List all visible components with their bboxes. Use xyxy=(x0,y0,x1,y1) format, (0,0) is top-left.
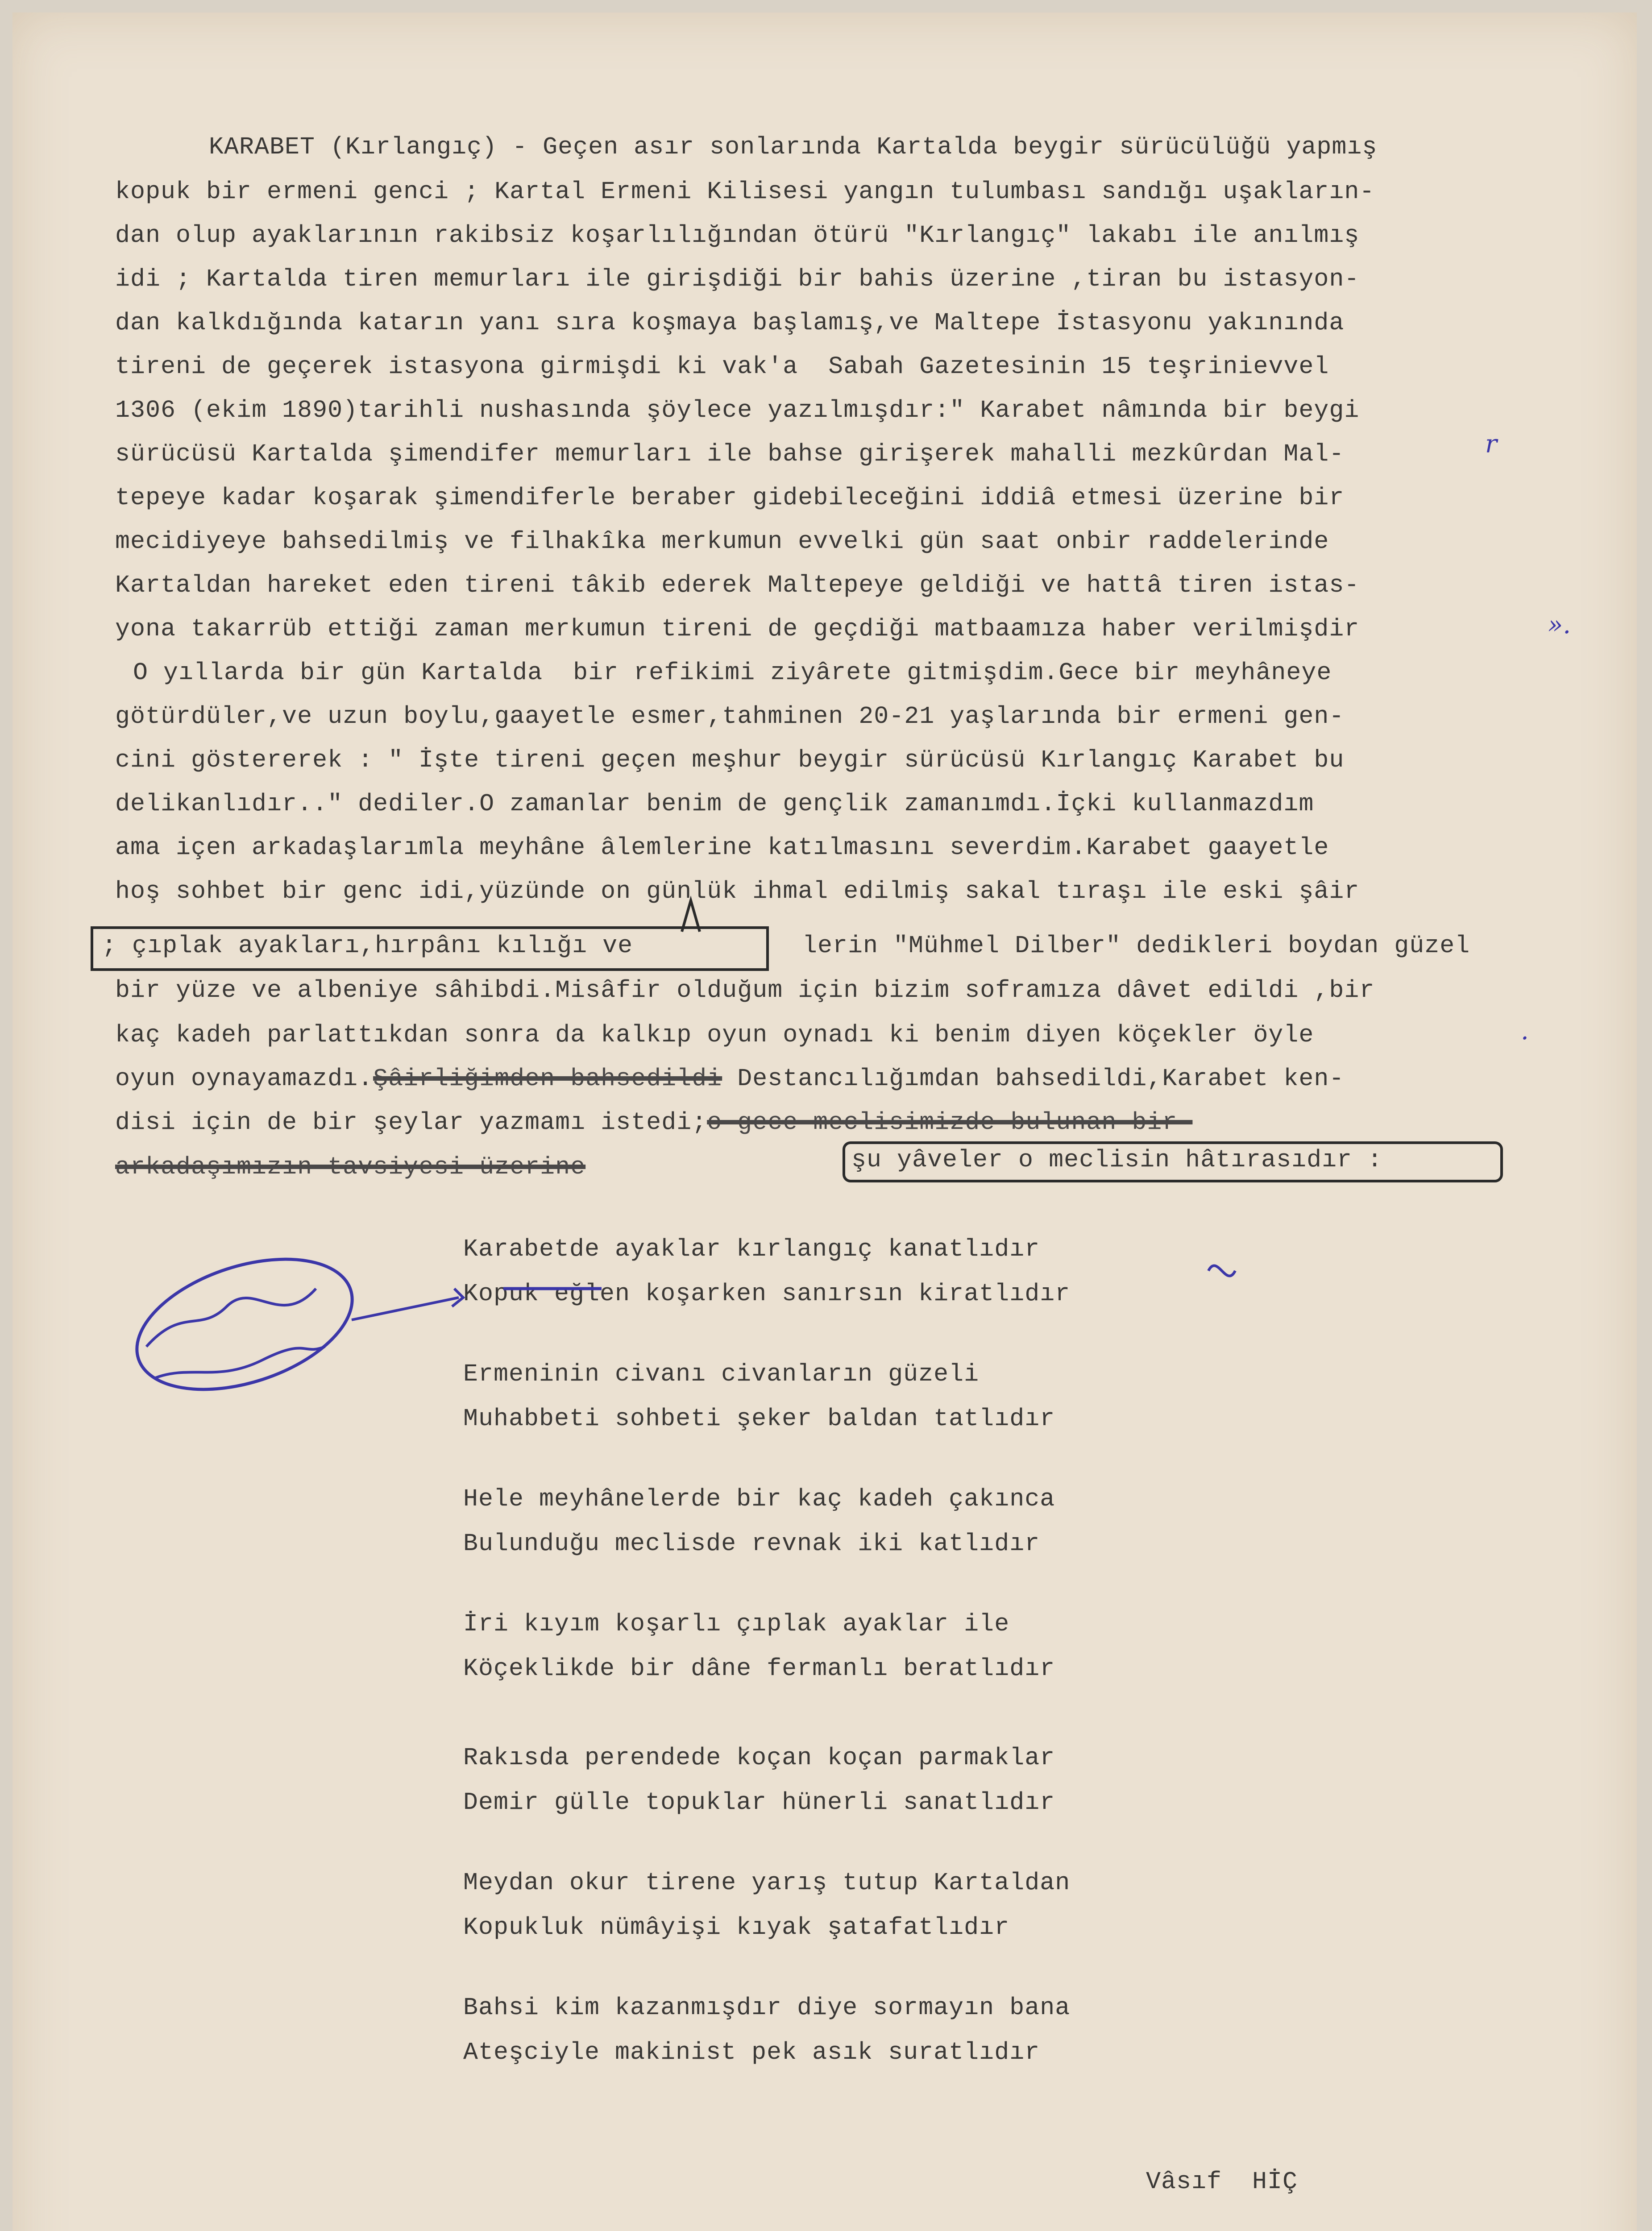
poem-line-2: Kopuk eğlen koşarken sanırsın kiratlıdır xyxy=(463,1280,1071,1308)
handwritten-correction-2: ». xyxy=(1548,610,1571,639)
text-line-19: lerin "Mühmel Dilber" dedikleri boydan güzel xyxy=(802,932,1470,960)
text-line-1: KARABET (Kırlangıç) - Geçen asır sonlarında Kartalda beygir sürücülüğü yapmış xyxy=(209,133,1378,161)
text-line-21: kaç kadeh parlattıkdan sonra da kalkıp oyun oynadı ki benim diyen köçekler öyle xyxy=(115,1021,1314,1049)
text-line-7: 1306 (ekim 1890)tarihli nushasında şöylece yazılmışdır:" Karabet nâmında bir beygi xyxy=(115,396,1360,424)
text-line-2: kopuk bir ermeni genci ; Kartal Ermeni Kilisesi yangın tulumbası sandığı uşakların- xyxy=(115,178,1375,206)
poem-line-12: Kopukluk nümâyişi kıyak şatafatlıdır xyxy=(463,1913,1010,1941)
poem-line-11: Meydan okur tirene yarış tutup Kartaldan xyxy=(463,1869,1071,1897)
text-line-14: götürdüler,ve uzun boylu,gaayetle esmer,tahminen 20-21 yaşlarında bir ermeni gen- xyxy=(115,702,1345,730)
text-line-17: ama içen arkadaşlarımla meyhâne âlemlerine katılmasını severdim.Karabet gaayetle xyxy=(115,834,1329,862)
poem-line-14: Ateşciyle makinist pek asık suratlıdır xyxy=(463,2038,1040,2066)
text-line-12: yona takarrüb ettiği zaman merkumun tireni de geçdiği matbaamıza haber verilmişdir xyxy=(115,615,1360,643)
poem-line-6: Bulunduğu meclisde revnak iki katlıdır xyxy=(463,1530,1040,1558)
boxed-insertion-text-2: şu yâveler o meclisin hâtırasıdır : xyxy=(851,1146,1383,1174)
poem-line-9: Rakısda perendede koçan koçan parmaklar xyxy=(463,1744,1055,1772)
handwritten-annotations xyxy=(12,12,1637,2231)
text-line-23: disi için de bir şeylar yazmamı istedi;o gece meclisimizde bulunan bir xyxy=(115,1108,1193,1136)
text-line-15: cini göstererek : " İşte tireni geçen meşhur beygir sürücüsü Kırlangıç Karabet bu xyxy=(115,746,1345,774)
text-line-16: delikanlıdır.." dediler.O zamanlar benim de gençlik zamanımdı.İçki kullanmazdım xyxy=(115,790,1314,818)
poem-line-5: Hele meyhânelerde bir kaç kadeh çakınca xyxy=(463,1485,1055,1513)
text-line-24-struck: arkadaşımızın tavsiyesi üzerine xyxy=(115,1153,586,1181)
poem-line-7: İri kıyım koşarlı çıplak ayaklar ile xyxy=(463,1610,1010,1638)
text-line-22: oyun oynayamazdı.Şâirliğimden bahsedildi Destancılığımdan bahsedildi,Karabet ken- xyxy=(115,1065,1345,1093)
poem-line-1: Karabetde ayaklar kırlangıç kanatlıdır xyxy=(463,1235,1040,1263)
poem-line-10: Demir gülle topuklar hünerli sanatlıdır xyxy=(463,1788,1055,1816)
text-line-13: O yıllarda bir gün Kartalda bir refikimi ziyârete gitmişdim.Gece bir meyhâneye xyxy=(133,659,1332,687)
text-line-18: hoş sohbet bir genc idi,yüzünde on günlük ihmal edilmiş sakal tıraşı ile eski şâir xyxy=(115,877,1360,905)
text-line-3: dan olup ayaklarının rakibsiz koşarlılığından ötürü "Kırlangıç" lakabı ile anılmış xyxy=(115,221,1360,249)
arrow-icon xyxy=(352,1298,459,1320)
poem-line-4: Muhabbeti sohbeti şeker baldan tatlıdır xyxy=(463,1405,1055,1433)
text-line-9: tepeye kadar koşarak şimendiferle beraber gidebileceğini iddiâ etmesi üzerine bir xyxy=(115,484,1345,512)
struck-text: Şâirliğimden bahsedildi xyxy=(373,1065,722,1093)
poem-line-8: Köçeklikde bir dâne fermanlı beratlıdır xyxy=(463,1655,1055,1683)
text-line-8: sürücüsü Kartalda şimendifer memurları ile bahse girişerek mahalli mezkûrdan Mal- xyxy=(115,440,1345,468)
caret-icon xyxy=(682,900,700,932)
author-signature: Vâsıf HİÇ xyxy=(1146,2168,1298,2196)
text-line-10: mecidiyeye bahsedilmiş ve filhakîka merkumun evvelki gün saat onbir raddelerinde xyxy=(115,527,1329,556)
handwritten-correction-1: r xyxy=(1485,430,1497,459)
typewritten-page xyxy=(12,12,1637,2231)
text-line-20: bir yüze ve albeniye sâhibdi.Misâfir olduğum için bizim soframıza dâvet edildi ,bir xyxy=(115,976,1375,1004)
circled-note-icon xyxy=(120,1235,369,1414)
boxed-insertion-text: ; çıplak ayakları,hırpânı kılığı ve xyxy=(102,932,633,960)
text-line-11: Kartaldan hareket eden tireni tâkib ederek Maltepeye geldiği ve hattâ tiren istas- xyxy=(115,571,1360,599)
poem-line-3: Ermeninin civanı civanların güzeli xyxy=(463,1360,980,1388)
text-line-5: dan kalkdığında katarın yanı sıra koşmaya başlamış,ve Maltepe İstasyonu yakınında xyxy=(115,309,1345,337)
text-line-4: idi ; Kartalda tiren memurları ile girişdiği bir bahis üzerine ,tiran bu istasyon- xyxy=(115,265,1360,293)
struck-text-2: o gece meclisimizde bulunan bir xyxy=(707,1108,1193,1136)
text-line-6: tireni de geçerek istasyona girmişdi ki vak'a Sabah Gazetesinin 15 teşrinievvel xyxy=(115,352,1329,381)
poem-line-13: Bahsi kim kazanmışdır diye sormayın bana xyxy=(463,1994,1071,2022)
handwritten-correction-3: . xyxy=(1521,1016,1529,1045)
